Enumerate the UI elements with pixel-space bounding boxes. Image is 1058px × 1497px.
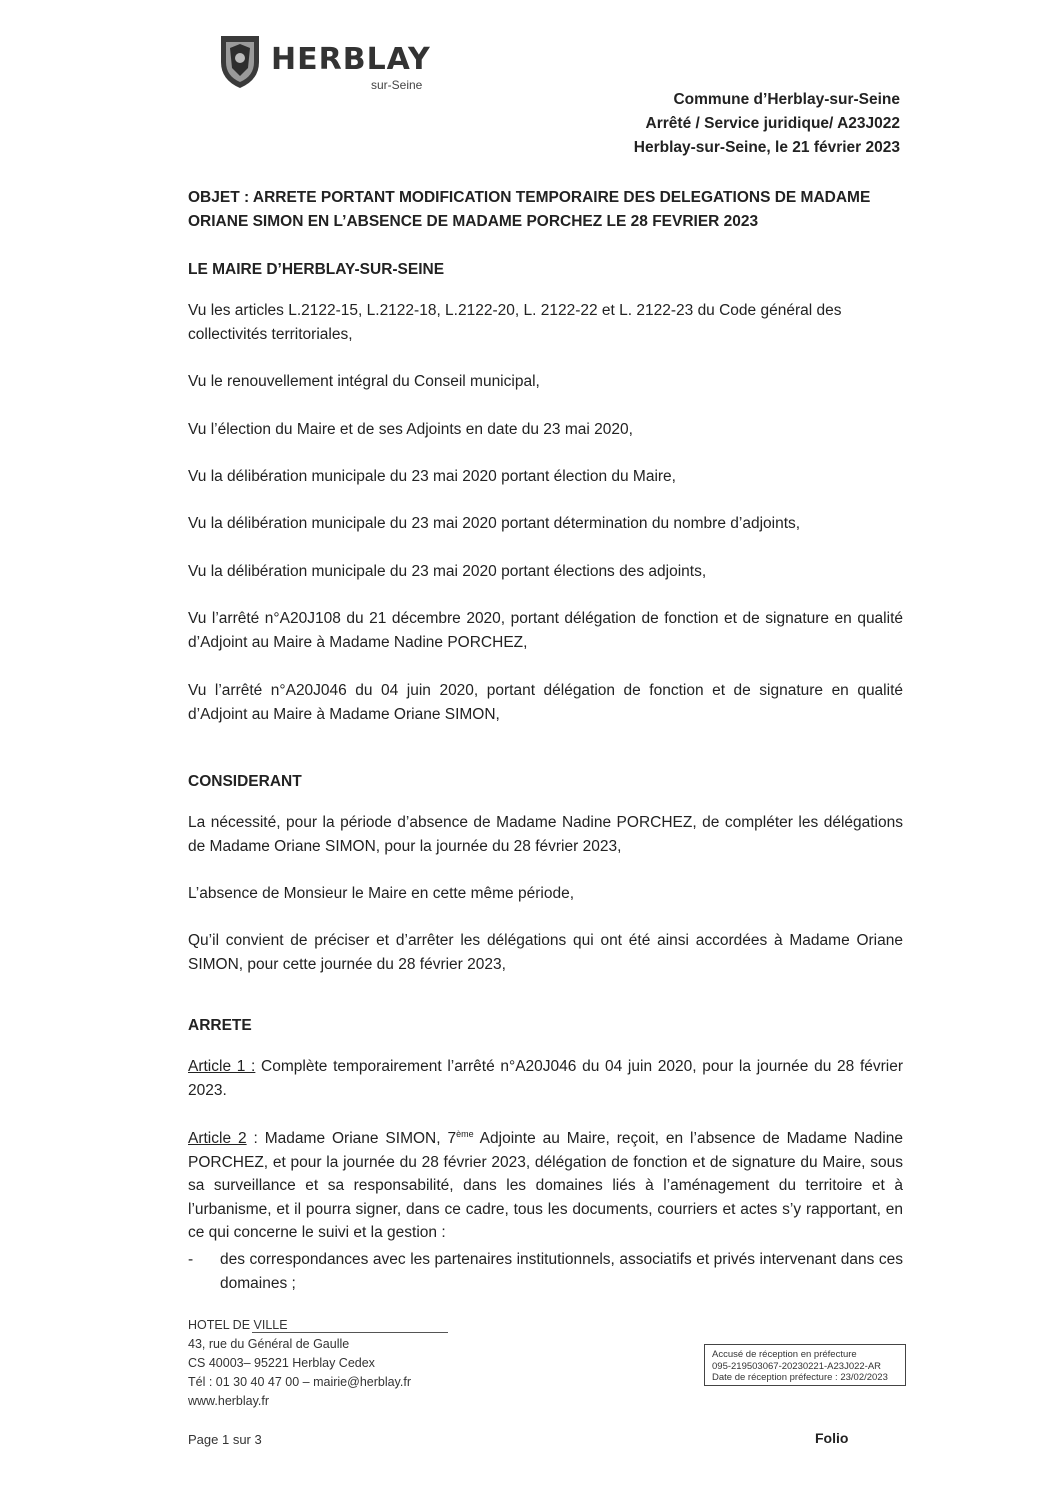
footer-postal: CS 40003– 95221 Herblay Cedex [188,1356,375,1370]
considerant-paragraph: Qu’il convient de préciser et d’arrêter les délégations qui ont été ainsi accordées à Madame Oriane SIMON, pour cette journée du 28 février 2023, [188,932,903,973]
stamp-line: Date de réception préfecture : 23/02/2023 [712,1372,888,1383]
vu-paragraph: Vu le renouvellement intégral du Conseil municipal, [188,373,540,390]
article-1-label: Article 1 : [188,1058,256,1075]
town-crest-icon [215,32,265,90]
considerant-heading: CONSIDERANT [188,773,302,790]
article-2-superscript: ème [456,1128,474,1139]
article-1 [188,1055,903,1102]
vu-paragraph: Vu la délibération municipale du 23 mai 2020 portant élection du Maire, [188,468,676,485]
footer-contact: Tél : 01 30 40 47 00 – mairie@herblay.fr [188,1375,411,1389]
vu-paragraph: Vu la délibération municipale du 23 mai 2020 portant élections des adjoints, [188,563,707,580]
list-item [188,1248,903,1295]
footer-website: www.herblay.fr [188,1394,270,1408]
arrete-reference: Arrêté / Service juridique/ A23J022 [645,115,900,132]
stamp-line: 095-219503067-20230221-A23J022-AR [712,1360,882,1372]
vu-paragraph: Vu l’arrêté n°A20J046 du 04 juin 2020, portant délégation de fonction et de signature en qualité d’Adjoint au Maire à Madame Oriane SIMON, [188,682,903,723]
page-number: Page 1 sur 3 [188,1432,262,1447]
footer-divider [252,1332,448,1333]
commune-name: Commune d’Herblay-sur-Seine [673,91,900,108]
maire-heading: LE MAIRE D’HERBLAY-SUR-SEINE [188,261,445,278]
logo-wordmark: HERBLAY [271,42,431,77]
document-date: Herblay-sur-Seine, le 21 février 2023 [633,139,900,156]
footer-title: HOTEL DE VILLE [188,1318,288,1332]
article-1-text: Complète temporairement l’arrêté n°A20J046 du 04 juin 2020, pour la journée du 28 février 2023. [188,1058,904,1099]
list-item-text: des correspondances avec les partenaires institutionnels, associatifs et privés intervenant dans ces domaines ; [220,1251,903,1292]
vu-paragraph: Vu l’élection du Maire et de ses Adjoints en date du 23 mai 2020, [188,421,633,438]
article-2-text-b: Adjointe au Maire, reçoit, en l’absence de Madame Nadine PORCHEZ, et pour la journée du 28 février 2023, délégation de fonction et de signature du Maire, sous sa surveillance et sa responsabilité, dans les domaines liés à l’aménagement du territoire et à l’urbanisme, et il pourra signer, dans ce cadre, tous les documents, courriers et actes s’y rapportant, en ce qui concerne le suivi et la gestion : [188,1130,903,1241]
herblay-logo [215,32,445,92]
considerant-paragraph: L’absence de Monsieur le Maire en cette même période, [188,885,574,902]
vu-paragraph: Vu la délibération municipale du 23 mai 2020 portant détermination du nombre d’adjoints, [188,515,801,532]
folio-label: Folio [815,1430,849,1446]
arrete-heading: ARRETE [188,1017,252,1034]
bullet-dash: - [188,1251,194,1268]
footer-street: 43, rue du Général de Gaulle [188,1337,350,1351]
vu-paragraph: Vu l’arrêté n°A20J108 du 21 décembre 2020, portant délégation de fonction et de signature en qualité d’Adjoint au Maire à Madame Nadine PORCHEZ, [188,610,903,651]
article-2-label: Article 2 [188,1130,247,1147]
objet-heading: OBJET : ARRETE PORTANT MODIFICATION TEMPORAIRE DES DELEGATIONS DE MADAME ORIANE SIMON EN L’ABSENCE DE MADAME PORCHEZ LE 28 FEVRIER 2023 [188,189,871,230]
stamp-line: Accusé de réception en préfecture [712,1349,857,1360]
document-header [634,88,900,160]
article-2-text-a: : Madame Oriane SIMON, 7 [246,1130,457,1147]
considerant-paragraph: La nécessité, pour la période d’absence de Madame Nadine PORCHEZ, de compléter les délégations de Madame Oriane SIMON, pour la journée du 28 février 2023, [188,814,903,855]
footer-address [188,1316,411,1411]
prefecture-receipt-stamp [704,1344,906,1386]
logo-subtitle: sur-Seine [371,78,423,92]
vu-paragraph: Vu les articles L.2122-15, L.2122-18, L.2122-20, L. 2122-22 et L. 2122-23 du Code général des collectivités territoriales, [188,302,842,343]
article-2 [188,1127,903,1245]
